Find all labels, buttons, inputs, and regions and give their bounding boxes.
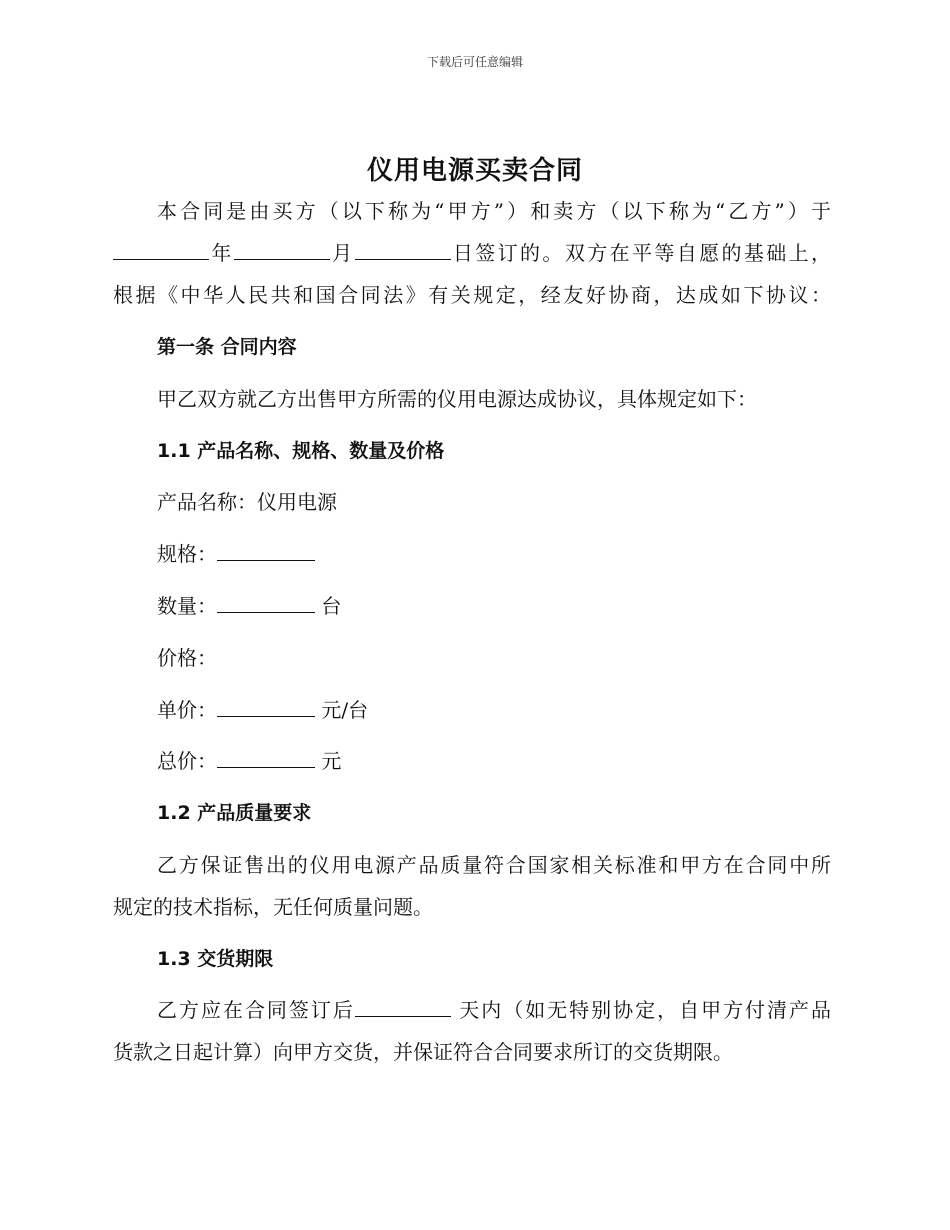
quality-line-1: 乙方保证售出的仪用电源产品质量符合国家相关标准和甲方在合同中所 xyxy=(157,853,831,877)
section-1-3-heading: 1.3 交货期限 xyxy=(157,948,274,970)
unit-price-label: 单价： xyxy=(157,698,217,722)
intro-line-3: 根据《中华人民共和国合同法》有关规定，经友好协商，达成如下协议： xyxy=(113,283,831,307)
delivery-days-blank xyxy=(355,996,451,1017)
unit-price-line xyxy=(157,696,368,724)
day-blank xyxy=(355,239,451,260)
intro-line-1: 本合同是由买方（以下称为“甲方”）和卖方（以下称为“乙方”）于 xyxy=(157,199,831,223)
year-blank xyxy=(113,239,209,260)
page-title: 仪用电源买卖合同 xyxy=(366,156,583,186)
product-name-line: 产品名称：仪用电源 xyxy=(157,490,337,514)
total-price-blank xyxy=(217,747,315,768)
section-1-1-heading: 1.1 产品名称、规格、数量及价格 xyxy=(157,440,445,462)
total-price-label: 总价： xyxy=(157,749,217,773)
total-price-line xyxy=(157,747,341,775)
month-label: 月 xyxy=(329,241,355,265)
spec-label: 规格： xyxy=(157,542,217,566)
delivery-line-1-post: 天内（如无特别协定，自甲方付清产品 xyxy=(459,998,832,1022)
unit-price-unit: 元/台 xyxy=(321,698,369,722)
spec-line xyxy=(157,540,315,568)
intro-line-2-text: 日签订的。双方在平等自愿的基础上， xyxy=(450,241,832,265)
year-label: 年 xyxy=(209,241,234,265)
quantity-unit: 台 xyxy=(321,594,342,618)
header-note: 下载后可任意编辑 xyxy=(426,55,523,69)
spec-blank xyxy=(217,540,315,561)
article-1-summary: 甲乙双方就乙方出售甲方所需的仪用电源达成协议，具体规定如下： xyxy=(157,387,757,411)
unit-price-blank xyxy=(217,696,315,717)
delivery-line-1 xyxy=(157,996,831,1024)
section-1-2-heading: 1.2 产品质量要求 xyxy=(157,802,312,824)
quality-line-2: 规定的技术指标，无任何质量问题。 xyxy=(113,895,433,919)
delivery-line-2: 货款之日起计算）向甲方交货，并保证符合合同要求所订的交货期限。 xyxy=(113,1040,733,1064)
article-1-heading: 第一条 合同内容 xyxy=(157,336,297,358)
intro-line-2 xyxy=(113,239,831,267)
quantity-label: 数量： xyxy=(157,594,217,618)
month-blank xyxy=(234,239,330,260)
quantity-line xyxy=(157,592,341,620)
delivery-line-1-pre: 乙方应在合同签订后 xyxy=(157,998,355,1022)
price-label: 价格： xyxy=(157,646,217,670)
total-price-unit: 元 xyxy=(321,749,342,773)
quantity-blank xyxy=(217,592,315,613)
